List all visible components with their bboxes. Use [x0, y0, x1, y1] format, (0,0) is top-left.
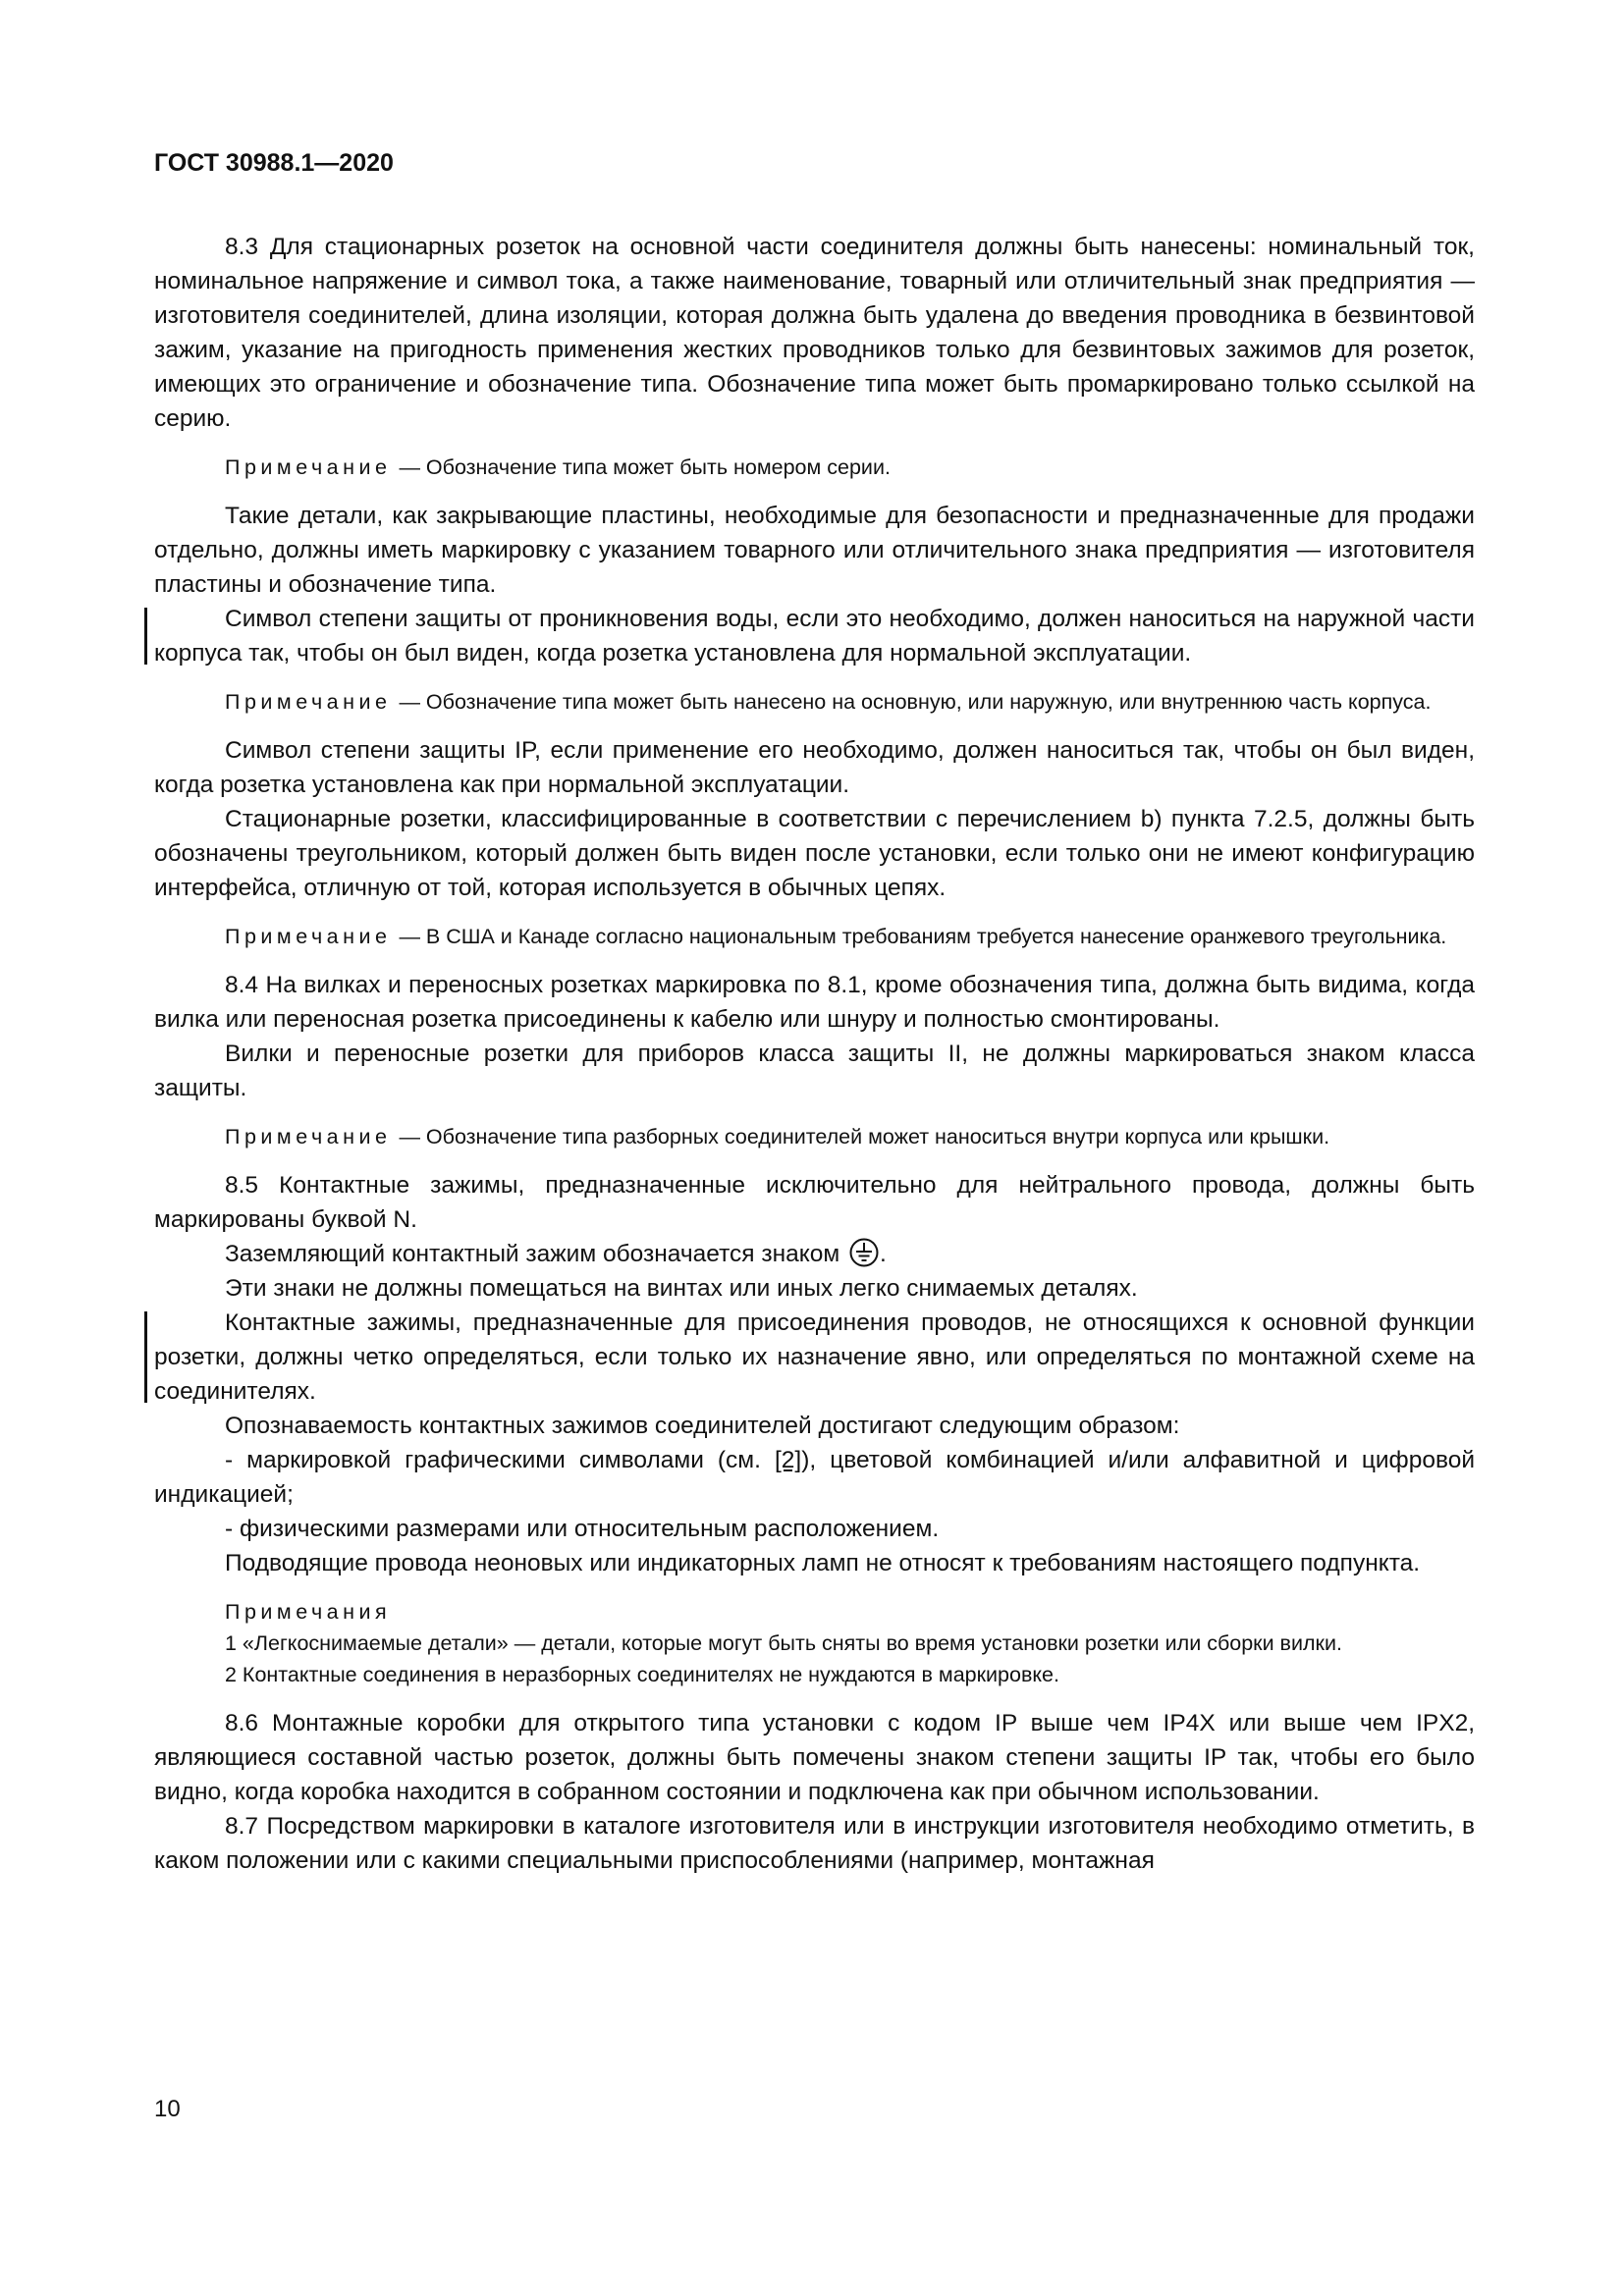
clause-8-3-paragraph: 8.3 Для стационарных розеток на основной части соединителя должны быть нанесены: номинальный ток, номинальное напряжение и символ тока, а также наименование, товарный или отличительный знак предприятия — изготовителя соединителей, длина изоляции, которая должна быть удалена до введения проводника в безвинтовой зажим, указание на пригодность применения жестких проводников только для безвинтовых зажимов для розеток, имеющих это ограничение и обозначение типа. Обозначение типа может быть промаркировано только ссылкой на серию.	[154, 234, 1475, 432]
note-label: Примечание	[225, 1125, 392, 1148]
document-page	[154, 147, 1475, 1878]
lamp-wires-paragraph: Подводящие провода неоновых или индикаторных ламп не относят к требованиям настоящего подпункта.	[225, 1550, 1421, 1576]
ground-terminal-end: .	[880, 1241, 887, 1267]
clause-8-5-notes-label	[154, 1596, 1475, 1628]
ground-terminal-text: Заземляющий контактный зажим обозначается знаком	[225, 1241, 840, 1267]
ip-symbol-paragraph: Символ степени защиты IP, если применение его необходимо, должен наноситься так, чтобы он был виден, когда розетка установлена как при нормальной эксплуатации.	[154, 737, 1475, 798]
note-label: Примечание	[225, 455, 392, 479]
clause-8-3-note-1	[154, 452, 1475, 483]
clause-8-3-note-3	[154, 921, 1475, 952]
clause-8-3-note-2	[154, 686, 1475, 718]
signs-placement-paragraph: Эти знаки не должны помещаться на винтах или иных легко снимаемых деталях.	[225, 1275, 1138, 1302]
ground-terminal-paragraph	[154, 1237, 1475, 1271]
triangle-marking-paragraph: Стационарные розетки, классифицированные в соответствии с перечислением b) пункта 7.2.5, должны быть обозначены треугольником, который должен быть виден после установки, если только они не имеют конфигурацию интерфейса, отличную от той, которая используется в обычных цепях.	[154, 806, 1475, 901]
note-text: — В США и Канаде согласно национальным требованиям требуется нанесение оранжевого треугольника.	[399, 925, 1447, 948]
clause-8-7-paragraph: 8.7 Посредством маркировки в каталоге изготовителя или в инструкции изготовителя необходимо отметить, в каком положении или с какими специальными приспособлениями (например, монтажная	[154, 1813, 1475, 1874]
note-text: — Обозначение типа может быть нанесено на основную, или наружную, или внутреннюю часть корпуса.	[399, 690, 1432, 714]
water-protection-paragraph: Символ степени защиты от проникновения воды, если это необходимо, должен наноситься на наружной части корпуса так, чтобы он был виден, когда розетка установлена для нормальной эксплуатации.	[154, 602, 1475, 670]
notes-label: Примечания	[225, 1600, 392, 1624]
note-label: Примечание	[225, 925, 392, 948]
clause-8-4-paragraph: 8.4 На вилках и переносных розетках маркировка по 8.1, кроме обозначения типа, должна быть видима, когда вилка или переносная розетка присоединены к кабелю или шнуру и полностью смонтированы.	[154, 972, 1475, 1033]
graphic-symbols-text-end: ), цветовой комбинацией и/или алфавитной и цифровой индикацией;	[154, 1447, 1476, 1508]
bibliography-reference-link[interactable]: [2]	[774, 1447, 802, 1473]
note-text: — Обозначение типа может быть номером серии.	[399, 455, 891, 479]
clause-8-5-paragraph: 8.5 Контактные зажимы, предназначенные исключительно для нейтрального провода, должны быть маркированы буквой N.	[154, 1172, 1475, 1233]
clause-8-5-note-2: 2 Контактные соединения в неразборных соединителях не нуждаются в маркировке.	[225, 1663, 1059, 1686]
page-number: 10	[154, 2096, 181, 2122]
auxiliary-terminals-paragraph: Контактные зажимы, предназначенные для присоединения проводов, не относящихся к основной функции розетки, должны четко определяться, если только их назначение явно, или определяться по монтажной схеме на соединителях.	[154, 1306, 1475, 1409]
standard-header: ГОСТ 30988.1—2020	[154, 149, 394, 177]
clause-8-4-note	[154, 1121, 1475, 1152]
physical-dimensions-item: - физическими размерами или относительным расположением.	[225, 1516, 940, 1542]
graphic-symbols-item	[154, 1443, 1475, 1512]
earth-ground-icon	[848, 1237, 880, 1268]
note-label: Примечание	[225, 690, 392, 714]
class-ii-paragraph: Вилки и переносные розетки для приборов класса защиты II, не должны маркироваться знаком класса защиты.	[154, 1041, 1475, 1101]
clause-8-6-paragraph: 8.6 Монтажные коробки для открытого типа установки с кодом IP выше чем IP4X или выше чем IPX2, являющиеся составной частью розеток, должны быть помечены знаком степени защиты IP так, чтобы его было видно, когда коробка находится в собранном состоянии и подключена как при обычном использовании.	[154, 1710, 1475, 1805]
note-text: — Обозначение типа разборных соединителей может наноситься внутри корпуса или крышки.	[399, 1125, 1330, 1148]
graphic-symbols-text: - маркировкой графическими символами (см.	[225, 1447, 761, 1473]
clause-8-5-note-1: 1 «Легкоснимаемые детали» — детали, которые могут быть сняты во время установки розетки или сборки вилки.	[225, 1631, 1342, 1655]
cover-plates-paragraph: Такие детали, как закрывающие пластины, необходимые для безопасности и предназначенные для продажи отдельно, должны иметь маркировку с указанием товарного или отличительного знака предприятия — изготовителя пластины и обозначение типа.	[154, 503, 1475, 598]
identification-paragraph: Опознаваемость контактных зажимов соединителей достигают следующим образом:	[225, 1413, 1180, 1439]
